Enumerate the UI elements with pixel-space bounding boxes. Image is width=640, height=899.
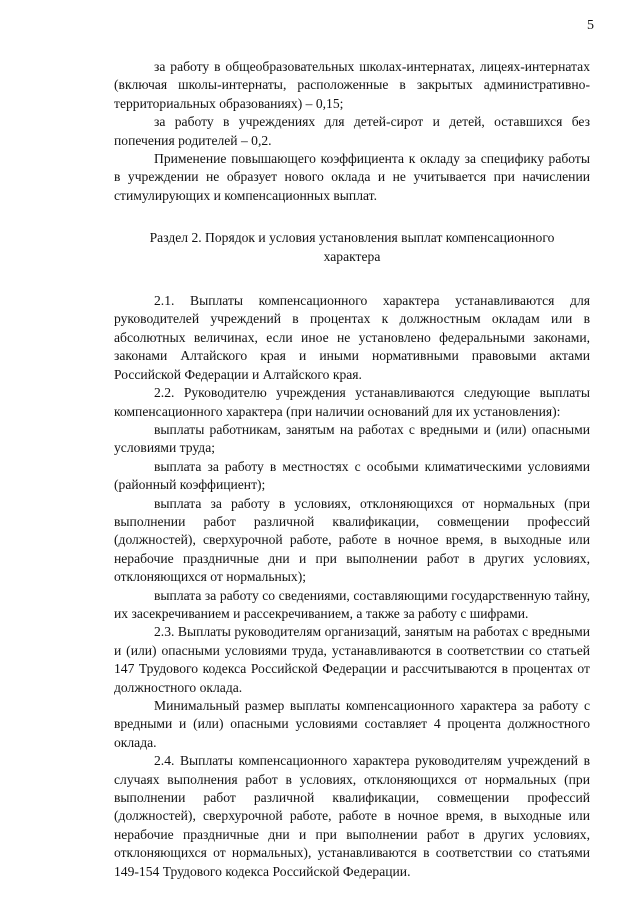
page-number: 5	[587, 18, 594, 33]
paragraph-orphan-institutions: за работу в учреждениях для детей-сирот и детей, оставшихся без попечения родителей – 0,2.	[114, 114, 590, 148]
paragraph-2-4: 2.4. Выплаты компенсационного характера руководителям учреждений в случаях выполнения работ в условиях, отклоняющихся от нормальных (при выполнении работ различной квалификации, совмещении профессий (должностей), сверхурочной работе, работе в ночное время, в выходные или нерабочие праздничные дни и при выполнении работ в других условиях, отклоняющихся от нормальных), устанавливаются в соответствии со статьями 149-154 Трудового кодекса Российской Федерации.	[114, 753, 590, 879]
list-item-climate-conditions: выплата за работу в местностях с особыми климатическими условиями (районный коэффициент);	[114, 458, 590, 493]
paragraph-minimum-payment: Минимальный размер выплаты компенсационного характера за работу с вредными и (или) опасными условиями составляет 4 процента должностного оклада.	[114, 698, 590, 750]
section-heading: Раздел 2. Порядок и условия установления выплат компенсационного характера	[149, 230, 555, 264]
paragraph-coefficient-application: Применение повышающего коэффициента к окладу за специфику работы в учреждении не образует нового оклада и не учитывается при начислении стимулирующих и компенсационных выплат.	[114, 151, 590, 203]
paragraph-2-3: 2.3. Выплаты руководителям организаций, занятым на работах с вредными и (или) опасными условиями труда, устанавливаются в соответствии со статьей 147 Трудового кодекса Российской Федерации и рассчитываются в процентах от должностного оклада.	[114, 624, 590, 695]
paragraph-2-1: 2.1. Выплаты компенсационного характера устанавливаются для руководителей учреждений в процентах к должностным окладам или в абсолютных величинах, если иное не установлено федеральными законами, законами Алтайского края и иными нормативными правовыми актами Российской Федерации и Алтайского края.	[114, 293, 590, 382]
list-item-harmful-conditions: выплаты работникам, занятым на работах с вредными и (или) опасными условиями труда;	[114, 421, 590, 456]
paragraph-boarding-schools: за работу в общеобразовательных школах-интернатах, лицеях-интернатах (включая школы-интернаты, расположенные в закрытых административно-территориальных образованиях) – 0,15;	[114, 59, 590, 111]
paragraph-2-2: 2.2. Руководителю учреждения устанавливаются следующие выплаты компенсационного характера (при наличии оснований для их установления):	[114, 385, 590, 419]
list-item-state-secrets: выплата за работу со сведениями, составляющими государственную тайну, их засекречиванием и рассекречиванием, а также за работу с шифрами.	[114, 587, 590, 621]
list-item-abnormal-conditions: выплата за работу в условиях, отклоняющихся от нормальных (при выполнении работ различной квалификации, совмещении профессий (должностей), сверхурочной работе, работе в ночное время, в выходные или нерабочие праздничные дни и при выполнении работ в других условиях, отклоняющихся от нормальных);	[114, 495, 590, 585]
